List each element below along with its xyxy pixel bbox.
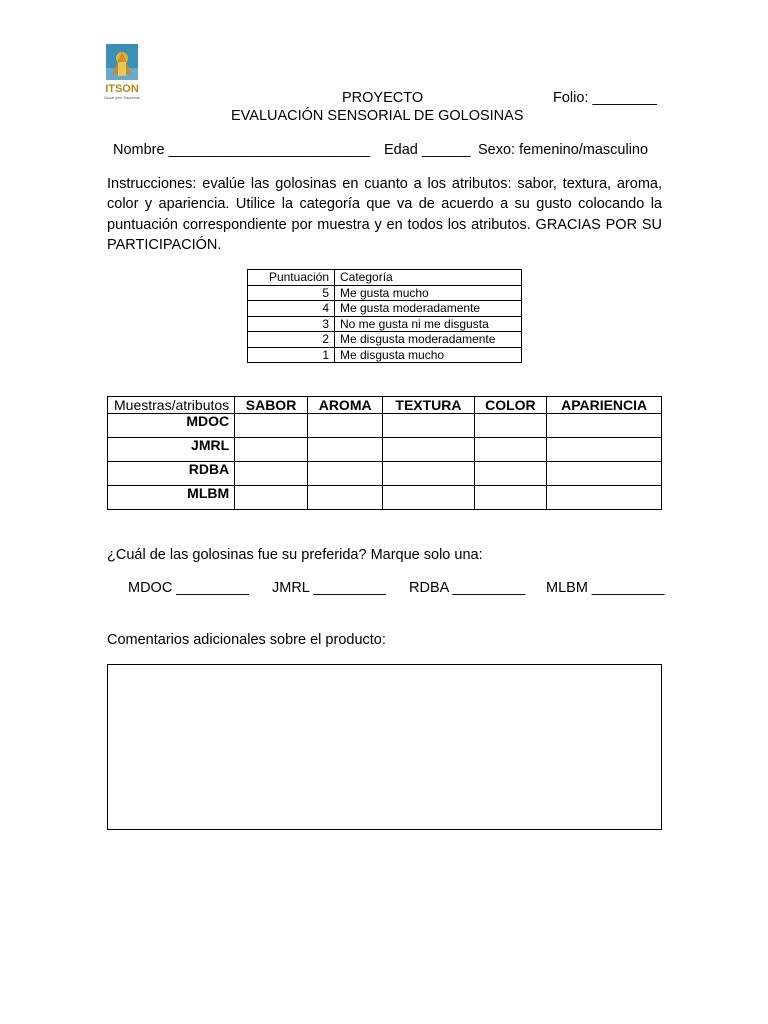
rating-cell[interactable]: [307, 414, 382, 438]
rating-cell[interactable]: [383, 414, 474, 438]
table-header: Categoría: [335, 270, 522, 286]
sample-label: RDBA: [108, 462, 235, 486]
table-row: [108, 414, 662, 438]
sample-label: MLBM: [108, 486, 235, 510]
score-cell: 5: [248, 285, 335, 301]
edad-field[interactable]: Edad ______: [384, 142, 471, 158]
sample-label: JMRL: [108, 438, 235, 462]
svg-text:ITSON: ITSON: [105, 83, 139, 95]
itson-emblem-icon: [104, 44, 140, 106]
rating-cell[interactable]: [235, 438, 308, 462]
rating-cell[interactable]: [307, 462, 382, 486]
evaluation-table: [107, 396, 662, 510]
category-cell: Me gusta mucho: [335, 285, 522, 301]
rating-cell[interactable]: [307, 438, 382, 462]
folio-field[interactable]: Folio: ________: [553, 90, 657, 106]
rating-cell[interactable]: [383, 486, 474, 510]
table-header: Puntuación: [248, 270, 335, 286]
rating-cell[interactable]: [547, 486, 662, 510]
preference-question: ¿Cuál de las golosinas fue su preferida? Marque solo una:: [107, 547, 483, 563]
rating-cell[interactable]: [235, 462, 308, 486]
preference-option-mdoc[interactable]: MDOC _________: [128, 580, 249, 596]
category-cell: Me disgusta moderadamente: [335, 332, 522, 348]
preference-option-jmrl[interactable]: JMRL _________: [272, 580, 386, 596]
table-row: [108, 462, 662, 486]
score-cell: 3: [248, 316, 335, 332]
table-row: [108, 438, 662, 462]
instructions-paragraph: Instrucciones: evalúe las golosinas en cuanto a los atributos: sabor, textura, aroma, color y apariencia. Utilice la categoría que va de acuerdo a su gusto colocando la puntuación correspondiente por muestra y en todos los atributos. GRACIAS POR SU PARTICIPACIÓN.: [107, 176, 662, 253]
sexo-field[interactable]: Sexo: femenino/masculino: [478, 142, 649, 158]
column-header-samples: Muestras/atributos: [108, 397, 235, 414]
table-row: [248, 270, 522, 286]
rating-cell[interactable]: [383, 438, 474, 462]
nombre-field[interactable]: Nombre _________________________: [113, 142, 371, 158]
comments-label: Comentarios adicionales sobre el producto:: [107, 632, 386, 648]
table-row: [248, 332, 522, 348]
itson-logo: [104, 44, 140, 106]
rating-cell[interactable]: [474, 486, 547, 510]
preference-option-mlbm[interactable]: MLBM _________: [546, 580, 665, 596]
table-header-row: [108, 397, 662, 414]
table-row: [248, 285, 522, 301]
rating-cell[interactable]: [547, 462, 662, 486]
column-header-textura: TEXTURA: [383, 397, 474, 414]
column-header-color: COLOR: [474, 397, 547, 414]
rating-cell[interactable]: [474, 438, 547, 462]
page-subtitle: EVALUACIÓN SENSORIAL DE GOLOSINAS: [231, 108, 524, 124]
sample-label: MDOC: [108, 414, 235, 438]
svg-text:Educar para Trascender: Educar para Trascender: [104, 96, 140, 100]
rating-cell[interactable]: [547, 414, 662, 438]
rating-cell[interactable]: [383, 462, 474, 486]
page-title: PROYECTO: [342, 90, 424, 106]
comments-box[interactable]: [107, 664, 662, 830]
rating-scale-table: [247, 269, 522, 363]
rating-cell[interactable]: [235, 486, 308, 510]
rating-cell[interactable]: [235, 414, 308, 438]
table-row: [248, 316, 522, 332]
rating-cell[interactable]: [474, 414, 547, 438]
table-row: [248, 347, 522, 363]
table-row: [248, 301, 522, 317]
preference-option-rdba[interactable]: RDBA _________: [409, 580, 526, 596]
rating-cell[interactable]: [547, 438, 662, 462]
table-row: [108, 486, 662, 510]
category-cell: No me gusta ni me disgusta: [335, 316, 522, 332]
rating-cell[interactable]: [307, 486, 382, 510]
score-cell: 1: [248, 347, 335, 363]
score-cell: 4: [248, 301, 335, 317]
score-cell: 2: [248, 332, 335, 348]
category-cell: Me disgusta mucho: [335, 347, 522, 363]
rating-cell[interactable]: [474, 462, 547, 486]
category-cell: Me gusta moderadamente: [335, 301, 522, 317]
column-header-aroma: AROMA: [307, 397, 382, 414]
column-header-sabor: SABOR: [235, 397, 308, 414]
column-header-apariencia: APARIENCIA: [547, 397, 662, 414]
